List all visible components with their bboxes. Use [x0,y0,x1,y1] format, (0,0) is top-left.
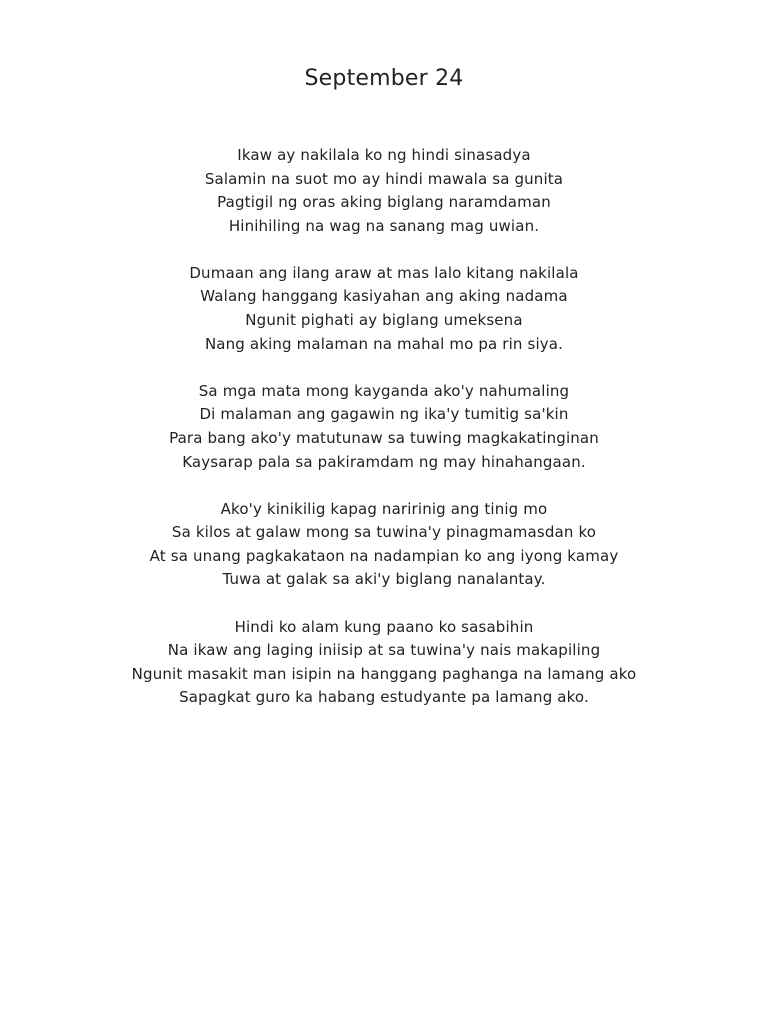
stanza-1 [0,144,768,238]
poem-line: Pagtigil ng oras aking biglang naramdaman [217,193,551,212]
poem-line: Kaysarap pala sa pakiramdam ng may hinahangaan. [182,452,586,471]
poem-line: Sapagkat guro ka habang estudyante pa lamang ako. [179,688,589,707]
poem-line: At sa unang pagkakataon na nadampian ko ang iyong kamay [149,546,619,565]
poem-line: Ngunit pighati ay biglang umeksena [245,311,523,330]
poem-title: September 24 [304,66,464,91]
poem-line: Salamin na suot mo ay hindi mawala sa gunita [204,169,564,188]
stanza-4 [0,498,768,592]
poem-line: Sa kilos at galaw mong sa tuwina'y pinagmamasdan ko [171,523,597,542]
poem-line: Na ikaw ang laging iniisip at sa tuwina'y nais makapiling [167,641,601,660]
poem-body [0,144,768,733]
poem-line: Nang aking malaman na mahal mo pa rin siya. [204,334,564,353]
poem-line: Dumaan ang ilang araw at mas lalo kitang nakilala [189,263,579,282]
poem-line: Di malaman ang gagawin ng ika'y tumitig sa'kin [199,405,569,424]
poem-line: Tuwa at galak sa aki'y biglang nanalantay. [222,570,546,589]
poem-line: Ako'y kinikilig kapag naririnig ang tinig mo [220,499,548,518]
stanza-2 [0,262,768,356]
poem-line: Ikaw ay nakilala ko ng hindi sinasadya [237,146,531,164]
stanza-5 [0,616,768,710]
poem-line: Walang hanggang kasiyahan ang aking nadama [200,287,568,306]
poem-line: Hindi ko alam kung paano ko sasabihin [234,617,534,636]
poem-line: Ngunit masakit man isipin na hanggang paghanga na lamang ako [131,664,637,683]
poem-line: Para bang ako'y matutunaw sa tuwing magkakatinginan [169,428,599,447]
stanza-3 [0,380,768,474]
poem-line: Hinihiling na wag na sanang mag uwian. [228,216,540,235]
poem-line: Sa mga mata mong kayganda ako'y nahumaling [198,381,570,400]
